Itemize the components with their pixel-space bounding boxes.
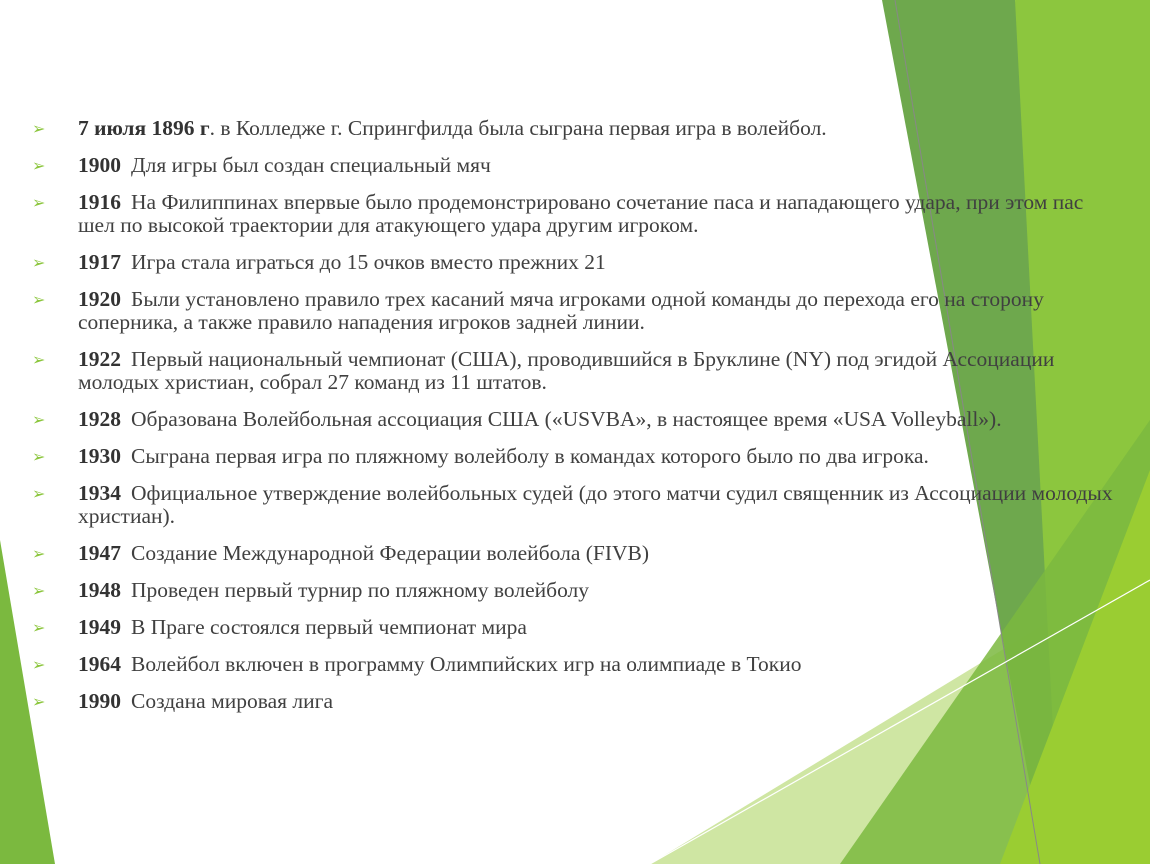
arrowhead-bullet-icon: ➢ (32, 484, 46, 503)
arrowhead-bullet-icon: ➢ (32, 692, 46, 711)
list-item (30, 251, 1120, 274)
item-year: 1916 (78, 190, 121, 214)
item-text: Проведен первый турнир по пляжному волейболу (131, 578, 590, 602)
item-year: 1947 (78, 541, 121, 565)
list-item (30, 616, 1120, 639)
item-year: 7 июля 1896 г (78, 116, 210, 140)
arrowhead-bullet-icon: ➢ (32, 581, 46, 600)
arrowhead-bullet-icon: ➢ (32, 253, 46, 272)
list-item (30, 408, 1120, 431)
arrowhead-bullet-icon: ➢ (32, 193, 46, 212)
timeline-list (30, 117, 1120, 727)
item-text: В Праге состоялся первый чемпионат мира (131, 615, 527, 639)
item-text: Первый национальный чемпионат (США), проводившийся в Бруклине (NY) под эгидой Ассоциации молодых христиан, собрал 27 команд из 11 штатов. (78, 347, 1055, 394)
arrowhead-bullet-icon: ➢ (32, 618, 46, 637)
item-text: На Филиппинах впервые было продемонстрировано сочетание паса и нападающего удара, при этом пас шел по высокой траектории для атакующего удара другим игроком. (78, 190, 1084, 237)
arrowhead-bullet-icon: ➢ (32, 290, 46, 309)
item-year: 1922 (78, 347, 121, 371)
item-year: 1920 (78, 287, 121, 311)
item-text: Создана мировая лига (131, 689, 333, 713)
list-item (30, 579, 1120, 602)
item-year: 1930 (78, 444, 121, 468)
list-item (30, 288, 1120, 334)
item-year: 1948 (78, 578, 121, 602)
item-text: Образована Волейбольная ассоциация США («USVBA», в настоящее время «USA Volleyball»). (131, 407, 1002, 431)
item-text: Официальное утверждение волейбольных судей (до этого матчи судил священник из Ассоциации молодых христиан). (78, 481, 1113, 528)
item-text: Для игры был создан специальный мяч (131, 153, 491, 177)
list-item (30, 117, 1120, 140)
item-year: 1917 (78, 250, 121, 274)
item-text: Создание Международной Федерации волейбола (FIVB) (131, 541, 650, 565)
list-item (30, 445, 1120, 468)
list-item (30, 653, 1120, 676)
item-text: Были установлено правило трех касаний мяча игроками одной команды до перехода его на сторону соперника, а также правило нападения игроков задней линии. (78, 287, 1044, 334)
item-text: Волейбол включен в программу Олимпийских игр на олимпиаде в Токио (131, 652, 802, 676)
arrowhead-bullet-icon: ➢ (32, 156, 46, 175)
arrowhead-bullet-icon: ➢ (32, 447, 46, 466)
item-text: Сыграна первая игра по пляжному волейболу в командах которого было по два игрока. (131, 444, 929, 468)
arrowhead-bullet-icon: ➢ (32, 410, 46, 429)
list-item (30, 191, 1120, 237)
arrowhead-bullet-icon: ➢ (32, 350, 46, 369)
list-item (30, 542, 1120, 565)
arrowhead-bullet-icon: ➢ (32, 544, 46, 563)
list-item (30, 482, 1120, 528)
item-year: 1990 (78, 689, 121, 713)
arrowhead-bullet-icon: ➢ (32, 655, 46, 674)
arrowhead-bullet-icon: ➢ (32, 119, 46, 138)
list-item (30, 690, 1120, 713)
item-text: . в Колледже г. Спрингфилда была сыграна первая игра в волейбол. (209, 116, 827, 140)
item-year: 1964 (78, 652, 121, 676)
item-year: 1949 (78, 615, 121, 639)
item-text: Игра стала играться до 15 очков вместо прежних 21 (131, 250, 606, 274)
item-year: 1934 (78, 481, 121, 505)
item-year: 1900 (78, 153, 121, 177)
item-year: 1928 (78, 407, 121, 431)
list-item (30, 348, 1120, 394)
list-item (30, 154, 1120, 177)
